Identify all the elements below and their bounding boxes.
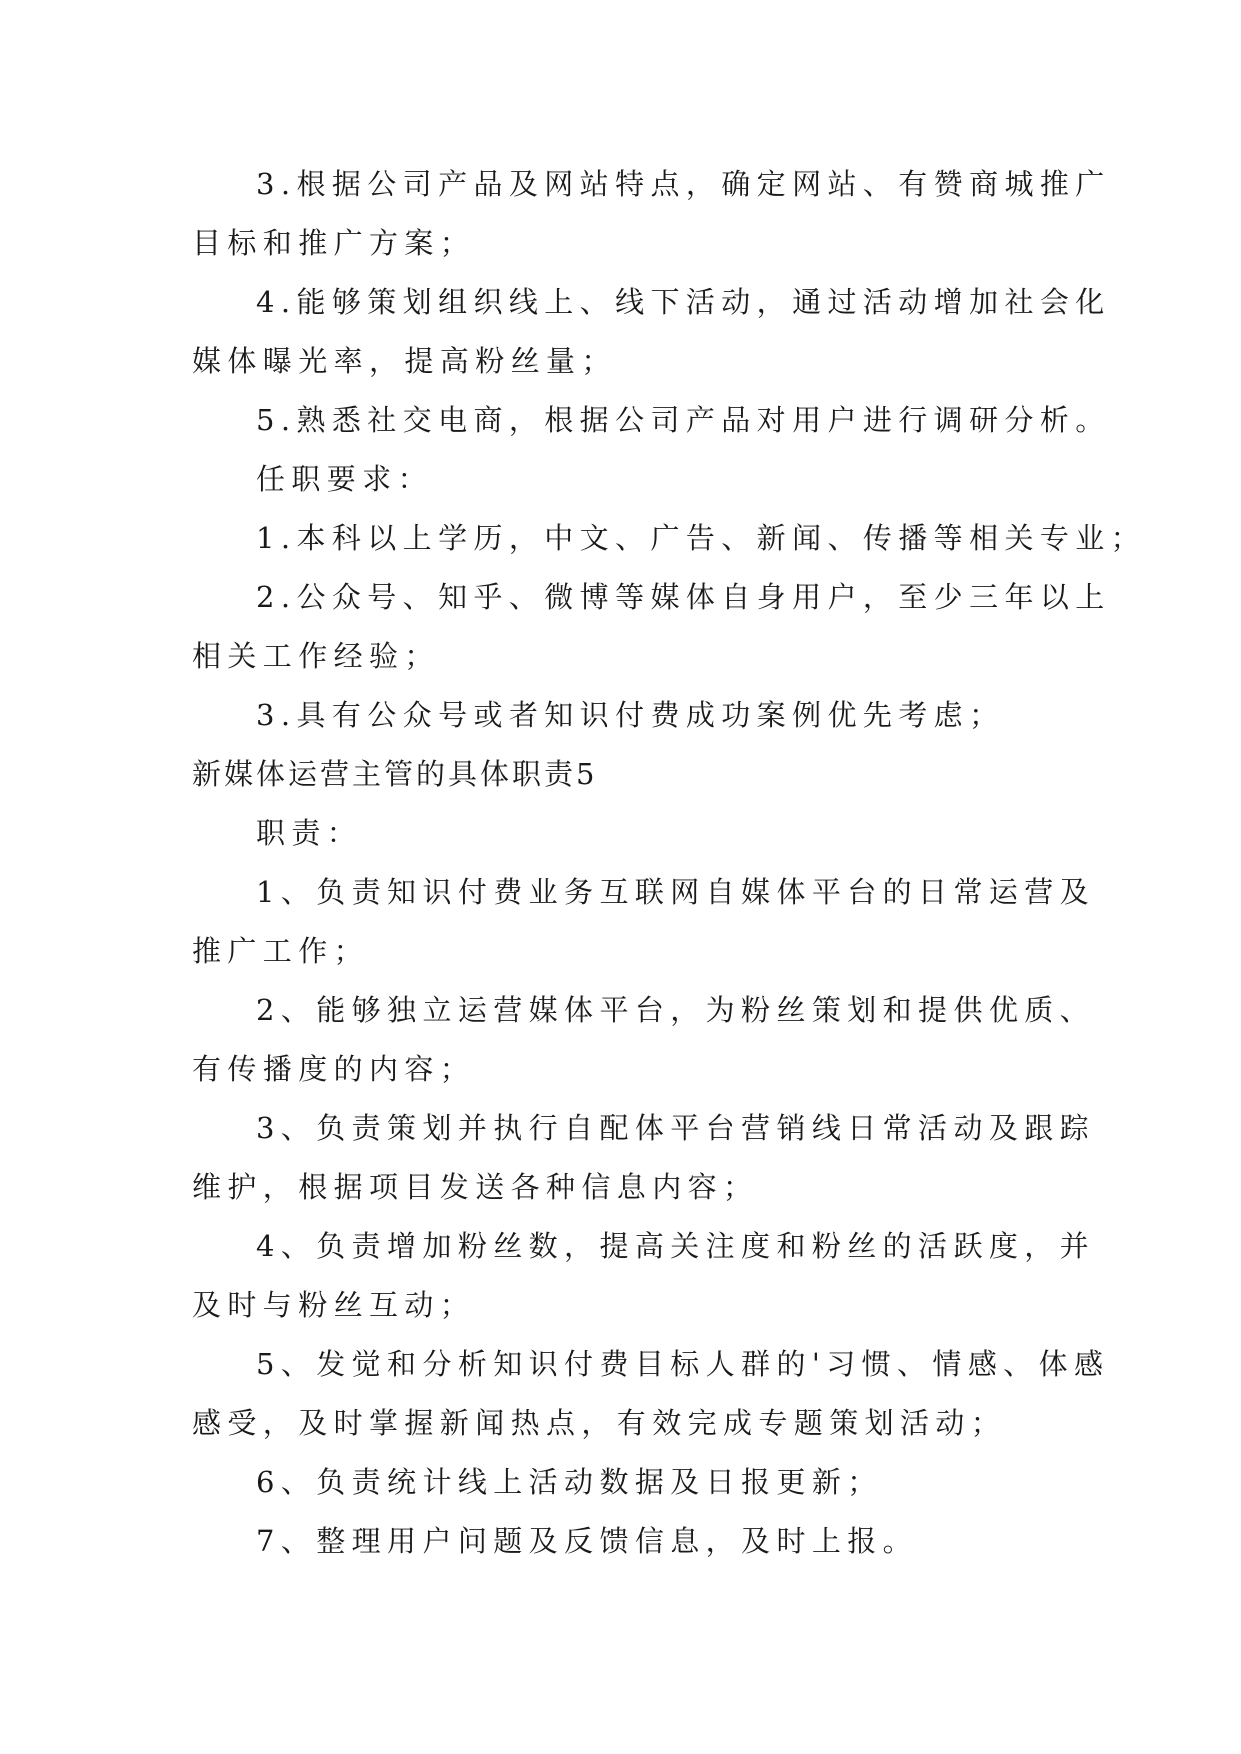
section-label: 职责：	[256, 816, 363, 850]
section-heading: 新媒体运营主管的具体职责5	[192, 757, 598, 791]
paragraph-line: 3.具有公众号或者知识付费成功案例优先考虑；	[256, 698, 1005, 732]
paragraph-line: 1.本科以上学历，中文、广告、新闻、传播等相关专业；	[256, 521, 1147, 555]
paragraph-line: 1、负责知识付费业务互联网自媒体平台的日常运营及	[256, 875, 1096, 909]
paragraph-line: 5.熟悉社交电商，根据公司产品对用户进行调研分析。	[256, 403, 1111, 437]
paragraph-line: 5、发觉和分析知识付费目标人群的'习惯、情感、体感	[256, 1347, 1110, 1381]
paragraph-line: 推广工作；	[192, 934, 370, 968]
paragraph-line: 维护，根据项目发送各种信息内容；	[192, 1170, 759, 1204]
paragraph-line: 4.能够策划组织线上、线下活动，通过活动增加社会化	[256, 285, 1111, 319]
paragraph-line: 3.根据公司产品及网站特点，确定网站、有赞商城推广	[256, 167, 1111, 201]
paragraph-line: 3、负责策划并执行自配体平台营销线日常活动及跟踪	[256, 1111, 1096, 1145]
paragraph-line: 及时与粉丝互动；	[192, 1288, 476, 1322]
paragraph-line: 相关工作经验；	[192, 639, 440, 673]
paragraph-line: 媒体曝光率，提高粉丝量；	[192, 344, 617, 378]
paragraph-line: 7、整理用户问题及反馈信息，及时上报。	[256, 1524, 919, 1558]
paragraph-line: 目标和推广方案；	[192, 226, 476, 260]
paragraph-line: 4、负责增加粉丝数，提高关注度和粉丝的活跃度，并	[256, 1229, 1096, 1263]
paragraph-line: 有传播度的内容；	[192, 1052, 476, 1086]
paragraph-line: 感受，及时掌握新闻热点，有效完成专题策划活动；	[192, 1406, 1007, 1440]
section-label: 任职要求：	[256, 462, 434, 496]
paragraph-line: 2.公众号、知乎、微博等媒体自身用户，至少三年以上	[256, 580, 1111, 614]
paragraph-line: 2、能够独立运营媒体平台，为粉丝策划和提供优质、	[256, 993, 1096, 1027]
paragraph-line: 6、负责统计线上活动数据及日报更新；	[256, 1465, 883, 1499]
